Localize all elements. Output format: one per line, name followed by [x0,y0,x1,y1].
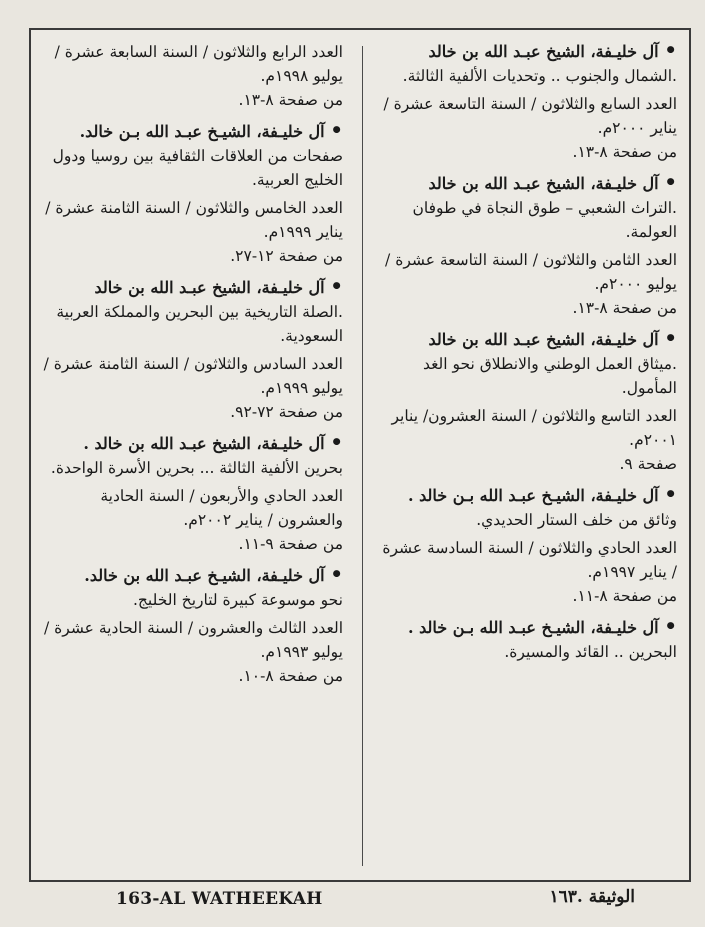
entry-issue: العدد الحادي والثلاثون / السنة السادسة عشرة / يناير ١٩٩٧م. [382,539,677,581]
left-column [43,40,343,696]
entry-pages: من صفحة ٩-١١. [238,535,343,553]
entry-title: وثائق من خلف الستار الحديدي. [476,511,677,529]
entry-title: .ميثاق العمل الوطني والانطلاق نحو الغد المأمول. [422,355,677,397]
entry-issue: العدد الثالث والعشرون / السنة الحادية عشرة / يوليو ١٩٩٣م. [44,619,343,661]
bullet: • [664,482,677,506]
entry-pages: من صفحة ٨-١٠. [238,667,343,685]
entry-issue: العدد التاسع والثلاثون / السنة العشرون/ يناير ٢٠٠١م. [391,407,677,449]
entry-author: آل خليـفة، الشيخ عبـد الله بن خالد [94,278,325,297]
entry-issue: العدد الرابع والثلاثون / السنة السابعة عشرة / يوليو ١٩٩٨م. [54,43,343,85]
right-column [377,40,677,672]
entry-pages: من صفحة ٨-١٣. [238,91,343,109]
entry-title: بحرين الألفية الثالثة ... بحرين الأسرة الواحدة. [50,459,343,477]
entry-title: .الشمال والجنوب .. وتحديات الألفية الثالثة. [402,67,677,85]
bullet: • [664,326,677,350]
entry-pages: من صفحة ٧٢-٩٢. [230,403,343,421]
bullet: • [664,170,677,194]
entry-pages: من صفحة ٨-١١. [572,587,677,605]
entry-author: آل خليـفة، الشيخ عبـد الله بن خالد . [83,434,325,453]
entry-title: صفحات من العلاقات الثقافية بين روسيا ودول الخليج العربية. [52,147,343,189]
entry-author: آل خليـفة، الشيخ عبـد الله بن خالد [428,174,659,193]
entry-pages: من صفحة ١٢-٢٧. [230,247,343,265]
entry-author: آل خليـفة، الشيـخ عبـد الله بن خالد. [84,566,325,585]
entry-title: .الصلة التاريخية بين البحرين والمملكة العربية السعودية. [56,303,343,345]
footer-english-label: 163-AL WATHEEKAH [116,889,323,909]
bibliography-entry [377,328,677,476]
bullet: • [664,614,677,638]
entry-title: البحرين .. القائد والمسيرة. [504,643,677,661]
entry-author: آل خليـفة، الشيـخ عبـد الله بـن خالد. [79,122,325,141]
column-divider [362,46,363,866]
page-footer [0,885,705,915]
entry-author: آل خليـفة، الشيـخ عبـد الله بـن خالد . [408,618,659,637]
entry-pages: صفحة ٩. [619,455,677,473]
entry-issue: العدد الحادي والأربعون / السنة الحادية والعشرون / يناير ٢٠٠٢م. [100,487,343,529]
footer-arabic-label: الوثيقة .١٦٣ [549,887,635,907]
entry-issue: العدد السابع والثلاثون / السنة التاسعة عشرة / يناير ٢٠٠٠م. [383,95,677,137]
bullet: • [330,274,343,298]
bullet: • [330,430,343,454]
entry-title: نحو موسوعة كبيرة لتاريخ الخليج. [132,591,343,609]
entry-pages: من صفحة ٨-١٣. [572,143,677,161]
bibliography-entry [43,432,343,556]
entry-issue: العدد السادس والثلاثون / السنة الثامنة عشرة / يوليو ١٩٩٩م. [43,355,343,397]
entry-pages: من صفحة ٨-١٣. [572,299,677,317]
bibliography-entry [43,120,343,268]
bullet: • [330,118,343,142]
bullet: • [664,38,677,62]
page-frame [29,28,691,882]
bibliography-entry [377,484,677,608]
bibliography-entry [377,172,677,320]
entry-issue: العدد الثامن والثلاثون / السنة التاسعة عشرة / يوليو ٢٠٠٠م. [385,251,677,293]
entry-issue: العدد الخامس والثلاثون / السنة الثامنة عشرة / يناير ١٩٩٩م. [45,199,343,241]
bibliography-entry [377,40,677,164]
bibliography-entry [43,564,343,688]
bullet: • [330,562,343,586]
entry-author: آل خليـفة، الشيـخ عبـد الله بـن خالد . [408,486,659,505]
entry-title: .التراث الشعبي – طوق النجاة في طوفان العولمة. [412,199,677,241]
bibliography-entry [43,276,343,424]
bibliography-entry [377,616,677,664]
bibliography-entry-continued [43,40,343,112]
entry-author: آل خليـفة، الشيخ عبـد الله بن خالد [428,42,659,61]
entry-author: آل خليـفة، الشيخ عبـد الله بن خالد [428,330,659,349]
